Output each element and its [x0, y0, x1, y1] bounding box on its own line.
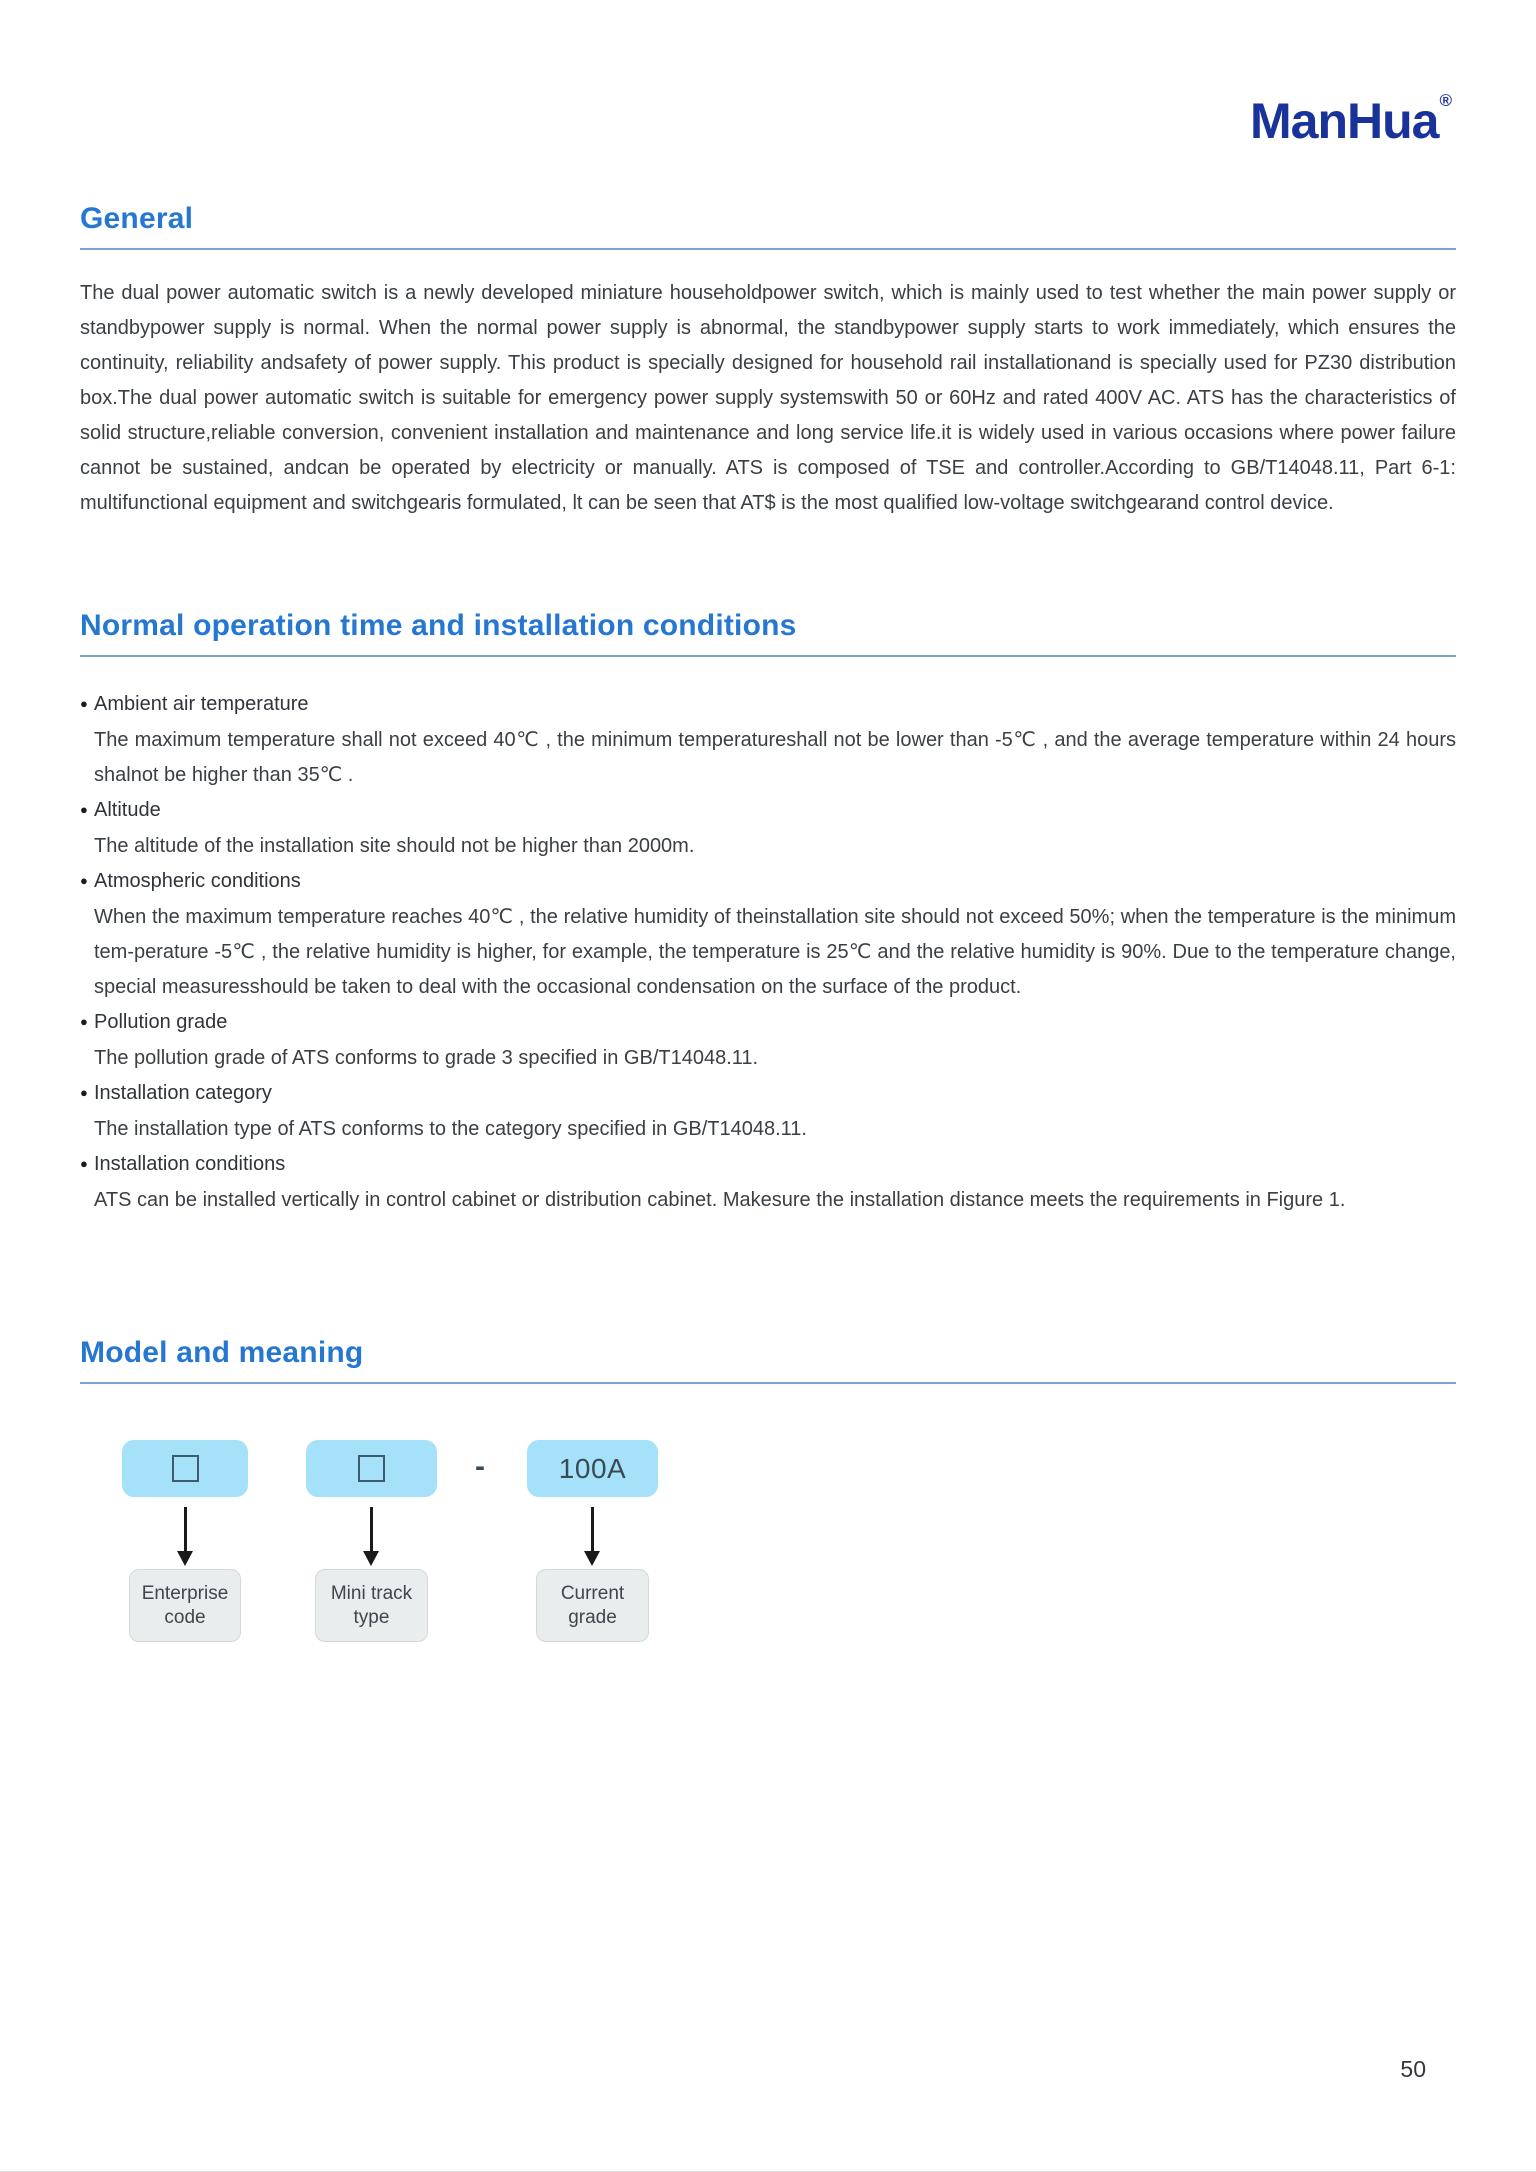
model-dash-separator: -: [475, 1450, 485, 1483]
section-conditions-header: [80, 609, 1456, 657]
conditions-list: [80, 687, 1456, 1218]
bullet-icon: ●: [80, 696, 88, 711]
arrow-down-icon: [582, 1507, 602, 1567]
general-paragraph: The dual power automatic switch is a newly developed miniature householdpower switch, which is mainly used to test whether the main power supply or standbypower supply is normal. When the normal power supply is abnormal, the standbypower supply starts to work immediately, which ensures the continuity, reliability andsafety of power supply. This product is specially designed for household rail installationand is specially used for PZ30 distribution box.The dual power automatic switch is suitable for emergency power supply systemswith 50 or 60Hz and rated 400V AC. ATS has the characteristics of solid structure,reliable conversion, convenient installation and maintenance and long service life.it is widely used in various occasions where power failure cannot be sustained, andcan be operated by electricity or manually. ATS is composed of TSE and controller.According to GB/T14048.11, Part 6-1: multifunctional equipment and switchgearis formulated, lt can be seen that AT$ is the most qualified low-voltage switchgearand control device.: [80, 282, 1456, 514]
model-diagram: [80, 1422, 1456, 1652]
list-item: [80, 1147, 1456, 1218]
item-body: ATS can be installed vertically in control cabinet or distribution cabinet. Makesure the installation distance meets the requirements in Figure 1.: [94, 1189, 1346, 1211]
model-label-enterprise-code: Enterprise code: [129, 1569, 241, 1642]
list-item: [80, 864, 1456, 1005]
current-grade-value: 100A: [558, 1452, 627, 1484]
placeholder-square-icon: [358, 1455, 385, 1482]
registered-trademark-icon: ®: [1439, 91, 1451, 110]
model-code-box-enterprise: [122, 1440, 248, 1497]
item-label: Altitude: [94, 799, 161, 821]
brand-logo-text: ManHua: [1250, 93, 1439, 149]
item-label: Installation category: [94, 1082, 272, 1104]
model-label-mini-track-type: Mini track type: [315, 1569, 428, 1642]
page-number: 50: [1400, 2056, 1426, 2082]
bullet-icon: ●: [80, 1085, 88, 1100]
item-label: Installation conditions: [94, 1153, 286, 1175]
item-body: The maximum temperature shall not exceed 40℃ , the minimum temperatureshall not be lower than -5℃ , and the average temperature within 24 hours shalnot be higher than 35℃ .: [94, 729, 1456, 786]
section-title-general: General: [80, 202, 194, 235]
item-label: Pollution grade: [94, 1011, 228, 1033]
bullet-icon: ●: [80, 873, 88, 888]
model-label-current-grade: Current grade: [536, 1569, 649, 1642]
item-body: The pollution grade of ATS conforms to grade 3 specified in GB/T14048.11.: [94, 1047, 759, 1069]
item-label: Atmospheric conditions: [94, 870, 301, 892]
item-body: When the maximum temperature reaches 40℃ , the relative humidity of theinstallation site should not exceed 50%; when the temperature is the minimum tem-perature -5℃ , the relative humidity is higher, for example, the temperature is 25℃ and the relative humidity is 90%. Due to the temperature change, special measuresshould be taken to deal with the occasional condensation on the surface of the product.: [94, 906, 1456, 998]
section-title-model: Model and meaning: [80, 1336, 364, 1369]
item-body: The altitude of the installation site should not be higher than 2000m.: [94, 835, 695, 857]
bullet-icon: ●: [80, 1156, 88, 1171]
arrow-down-icon: [175, 1507, 195, 1567]
item-body: The installation type of ATS conforms to the category specified in GB/T14048.11.: [94, 1118, 807, 1140]
list-item: [80, 1076, 1456, 1147]
list-item: [80, 1005, 1456, 1076]
bullet-icon: ●: [80, 802, 88, 817]
logo-row: [80, 0, 1456, 149]
arrow-down-icon: [361, 1507, 381, 1567]
brand-logo: [1250, 91, 1456, 149]
list-item: [80, 687, 1456, 793]
placeholder-square-icon: [172, 1455, 199, 1482]
section-model-header: [80, 1336, 1456, 1384]
model-code-box-track: [306, 1440, 437, 1497]
model-code-box-current: [527, 1440, 658, 1497]
item-label: Ambient air temperature: [94, 693, 309, 715]
list-item: [80, 793, 1456, 864]
section-title-conditions: Normal operation time and installation conditions: [80, 609, 797, 642]
bullet-icon: ●: [80, 1014, 88, 1029]
section-general-header: [80, 202, 1456, 250]
